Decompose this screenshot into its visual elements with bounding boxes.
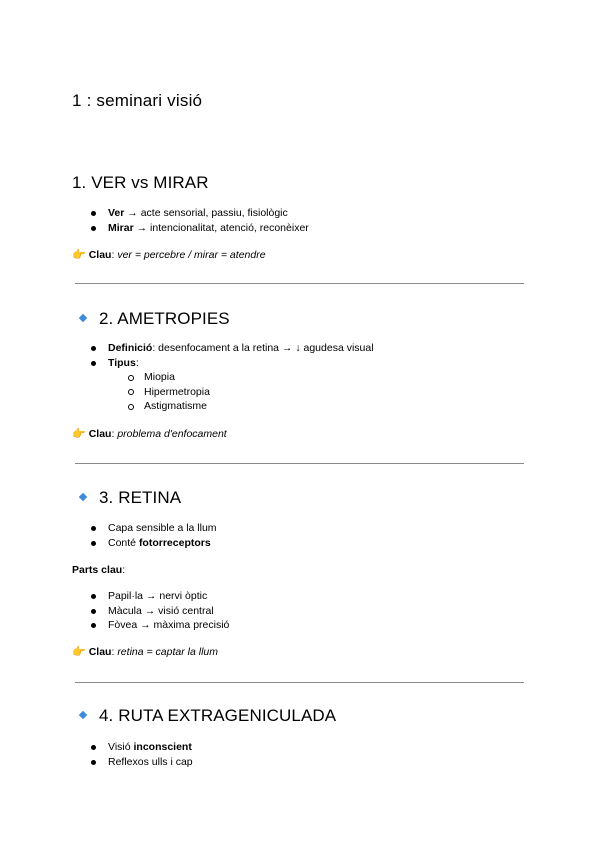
key-separator: : (111, 428, 118, 440)
pointing-hand-icon: 👉 (72, 428, 86, 440)
list-item-text: Visió (108, 741, 134, 753)
bullet-dot-icon (91, 361, 96, 366)
list-item-text: Màcula → visió central (108, 604, 214, 617)
section-3-key (72, 645, 218, 660)
list-item-term: Mirar (108, 221, 134, 234)
key-text: retina = captar la llum (117, 646, 218, 658)
list-item (108, 618, 229, 633)
list-item (108, 740, 193, 755)
list-item (108, 755, 193, 770)
list-item (108, 536, 217, 551)
list-item-term: Definició (108, 342, 153, 354)
bullet-dot-icon (91, 226, 96, 231)
bullet-dot-icon (91, 541, 96, 546)
bullet-dot-icon (91, 609, 96, 614)
list-item-text: : desenfocament a la retina → ↓ agudesa visual (152, 342, 374, 354)
sub-list-item-text: Astigmatisme (144, 400, 208, 413)
list-item-text: Fòvea → màxima precisió (108, 619, 230, 632)
section-1-key (72, 248, 266, 263)
divider (75, 283, 524, 284)
list-item-text: → acte sensorial, passiu, fisiològic (124, 207, 288, 219)
parts-label: Parts clau (72, 564, 123, 576)
list-item-term: Ver (108, 207, 125, 219)
sub-list-item (144, 399, 374, 414)
list-item (108, 206, 309, 221)
section-2-key (72, 427, 227, 442)
section-2-heading-row (72, 309, 230, 329)
list-item-text: Papil·la → nervi òptic (108, 590, 208, 602)
bullet-dot-icon (91, 594, 96, 599)
key-label: Clau (88, 646, 112, 658)
section-2-heading: 2. AMETROPIES (99, 309, 230, 328)
key-label: Clau (88, 428, 112, 440)
list-item-bold-text: fotorreceptors (138, 536, 211, 549)
sub-list-item-text: Miopia (144, 371, 175, 384)
diamond-icon (79, 314, 87, 322)
list-item (108, 589, 229, 604)
section-4-bullets (108, 740, 193, 769)
list-item-text: Conté (108, 536, 139, 549)
list-item-term: Tipus (108, 356, 136, 369)
diamond-icon (79, 493, 87, 501)
bullet-dot-icon (91, 745, 96, 750)
list-item (108, 604, 229, 619)
section-1-bullets (108, 206, 309, 235)
section-4-heading: 4. RUTA EXTRAGENICULADA (99, 706, 337, 725)
key-text: ver = percebre / mirar = atendre (117, 249, 266, 261)
list-item (108, 221, 309, 236)
list-item (108, 356, 374, 371)
section-2-bullets (108, 341, 374, 414)
document-title: 1 : seminari visió (72, 91, 203, 110)
section-1-heading: 1. VER vs MIRAR (72, 173, 209, 192)
bullet-dot-icon (91, 526, 96, 531)
section-3-parts (108, 589, 229, 633)
sub-list-item (144, 370, 374, 385)
section-3-heading: 3. RETINA (99, 488, 182, 507)
bullet-circle-icon (128, 404, 134, 410)
pointing-hand-icon: 👉 (72, 646, 86, 658)
sub-list-item-text: Hipermetropia (144, 385, 210, 398)
diamond-icon (79, 711, 87, 719)
bullet-dot-icon (91, 211, 96, 216)
bullet-dot-icon (91, 760, 96, 765)
list-item-text: Capa sensible a la llum (108, 522, 217, 534)
list-item-bold-text: inconscient (133, 741, 192, 753)
sub-list-item (144, 385, 374, 400)
section-3-bullets (108, 521, 217, 550)
section-3-heading-row (72, 488, 181, 508)
bullet-circle-icon (128, 389, 134, 395)
parts-label-row (72, 563, 125, 578)
list-item-text: → intencionalitat, atenció, reconèixer (133, 221, 309, 234)
key-separator: : (111, 249, 118, 261)
list-item-text: Reflexos ulls i cap (108, 755, 193, 768)
pointing-hand-icon: 👉 (72, 249, 86, 261)
parts-separator: : (122, 564, 126, 576)
list-item (108, 341, 374, 356)
section-4-heading-row (72, 706, 336, 726)
bullet-circle-icon (128, 375, 134, 381)
list-item-separator: : (135, 356, 139, 369)
key-separator: : (111, 646, 118, 658)
bullet-dot-icon (91, 346, 96, 351)
key-label: Clau (88, 249, 112, 261)
key-text: problema d'enfocament (117, 428, 227, 440)
bullet-dot-icon (91, 623, 96, 628)
list-item (108, 521, 217, 536)
divider (75, 463, 524, 464)
divider (75, 682, 524, 683)
